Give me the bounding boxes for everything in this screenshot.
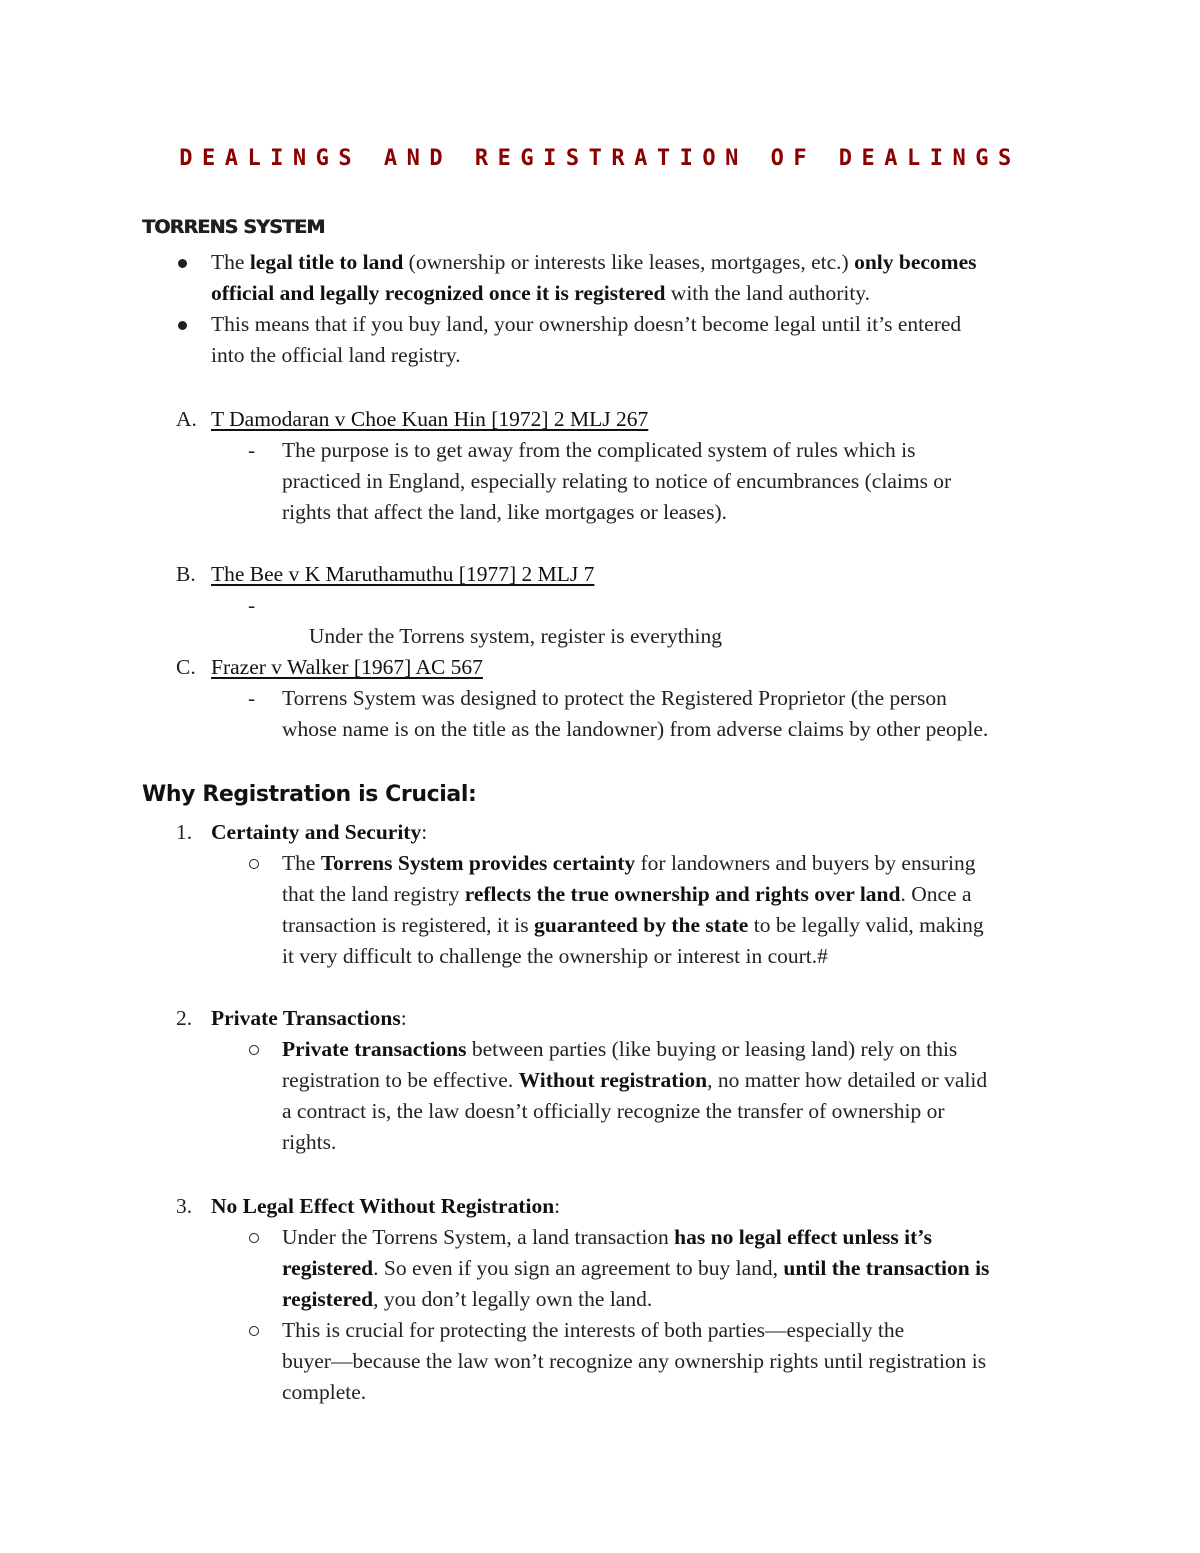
bold-text: Torrens System provides certainty — [320, 851, 636, 875]
list-number: 2. — [176, 1006, 193, 1030]
reason-3-description — [282, 1222, 1112, 1315]
bold-text: Private Transactions — [211, 1006, 401, 1030]
text-line: The purpose is to get away from the complicated system of rules which is — [282, 438, 916, 462]
text-span: it very difficult to challenge the ownership or interest in court.# — [282, 944, 828, 968]
text-span: registration to be effective. — [282, 1068, 519, 1092]
text-line: whose name is on the title as the landowner) from adverse claims by other people. — [282, 717, 989, 741]
section-heading-torrens-system: TORRENS SYSTEM — [142, 216, 325, 238]
dash-marker: - — [248, 686, 256, 710]
bullet-icon — [178, 321, 187, 330]
reason-title-no-legal-effect — [211, 1191, 560, 1222]
text-line: This means that if you buy land, your ownership doesn’t become legal until it’s entered — [211, 312, 962, 336]
text-span: : — [554, 1194, 561, 1218]
text-span: . Once a — [900, 882, 972, 906]
text-span: The — [282, 851, 321, 875]
text-line: practiced in England, especially relating to notice of encumbrances (claims or — [282, 469, 952, 493]
case-c-description — [282, 683, 1112, 745]
text-span: , you don’t legally own the land. — [373, 1287, 653, 1311]
text-line: rights that affect the land, like mortgages or leases). — [282, 500, 727, 524]
case-name-frazer — [211, 652, 483, 683]
torrens-bullet-1 — [211, 247, 1111, 309]
bold-text: until the transaction is — [783, 1256, 990, 1280]
bold-text: Private transactions — [282, 1037, 467, 1061]
reason-title-certainty — [211, 817, 427, 848]
list-number: 1. — [176, 820, 193, 844]
text-span: . So even if you sign an agreement to buy land, — [373, 1256, 784, 1280]
reason-title-private-transactions — [211, 1003, 407, 1034]
reason-1-description — [282, 848, 1112, 972]
text-span: to be legally valid, making — [748, 913, 984, 937]
text-span: : — [421, 820, 428, 844]
reason-3-description-2 — [282, 1315, 1112, 1408]
text-span: with the land authority. — [665, 281, 871, 305]
text-span: : — [400, 1006, 407, 1030]
reason-2-description — [282, 1034, 1112, 1158]
circle-bullet-icon — [249, 1326, 259, 1336]
case-letter: C. — [176, 655, 196, 679]
bullet-icon — [178, 259, 187, 268]
text-span: rights. — [282, 1130, 337, 1154]
bold-text: registered — [282, 1287, 374, 1311]
torrens-bullet-2 — [211, 309, 1111, 371]
dash-marker: - — [248, 438, 256, 462]
text-line: buyer—because the law won’t recognize any ownership rights until registration is — [282, 1349, 987, 1373]
bold-text: registered — [282, 1256, 374, 1280]
bold-text: legal title to land — [249, 250, 404, 274]
text-line: This is crucial for protecting the interests of both parties—especially the — [282, 1318, 905, 1342]
bold-text: only becomes — [854, 250, 977, 274]
text-line: Torrens System was designed to protect the Registered Proprietor (the person — [282, 686, 947, 710]
case-name-the-bee — [211, 559, 594, 590]
text-span: , no matter how detailed or valid — [707, 1068, 988, 1092]
bold-text: Certainty and Security — [211, 820, 422, 844]
bold-text: Without registration — [518, 1068, 708, 1092]
text-span: transaction is registered, it is — [282, 913, 534, 937]
case-citation: The Bee v K Maruthamuthu [1977] 2 MLJ 7 — [211, 562, 595, 586]
text-span: that the land registry — [282, 882, 465, 906]
text-span: (ownership or interests like leases, mortgages, etc.) — [403, 250, 855, 274]
section-heading-why-registration: Why Registration is Crucial: — [142, 782, 477, 807]
case-letter: A. — [176, 407, 197, 431]
case-letter: B. — [176, 562, 196, 586]
text-line: Under the Torrens system, register is everything — [303, 624, 722, 648]
text-span: The — [211, 250, 250, 274]
case-citation: T Damodaran v Choe Kuan Hin [1972] 2 MLJ 267 — [211, 407, 649, 431]
circle-bullet-icon — [249, 1233, 259, 1243]
bold-text: official and legally recognized once it is registered — [211, 281, 666, 305]
text-span: a contract is, the law doesn’t officially recognize the transfer of ownership or — [282, 1099, 945, 1123]
text-span: between parties (like buying or leasing land) rely on this — [466, 1037, 958, 1061]
document-title: DEALINGS AND REGISTRATION OF DEALINGS — [179, 146, 1021, 171]
dash-marker: - — [248, 593, 256, 617]
bold-text: guaranteed by the state — [533, 913, 749, 937]
bold-text: No Legal Effect Without Registration — [211, 1194, 555, 1218]
bold-text: reflects the true ownership and rights over land — [464, 882, 901, 906]
text-span: for landowners and buyers by ensuring — [635, 851, 976, 875]
circle-bullet-icon — [249, 1045, 259, 1055]
circle-bullet-icon — [249, 859, 259, 869]
case-name-damodaran — [211, 404, 648, 435]
case-citation: Frazer v Walker [1967] AC 567 — [211, 655, 483, 679]
text-line: into the official land registry. — [211, 343, 461, 367]
text-line: complete. — [282, 1380, 367, 1404]
bold-text: has no legal effect unless it’s — [674, 1225, 932, 1249]
text-span: Under the Torrens System, a land transaction — [282, 1225, 675, 1249]
list-number: 3. — [176, 1194, 193, 1218]
case-a-description — [282, 435, 1102, 528]
